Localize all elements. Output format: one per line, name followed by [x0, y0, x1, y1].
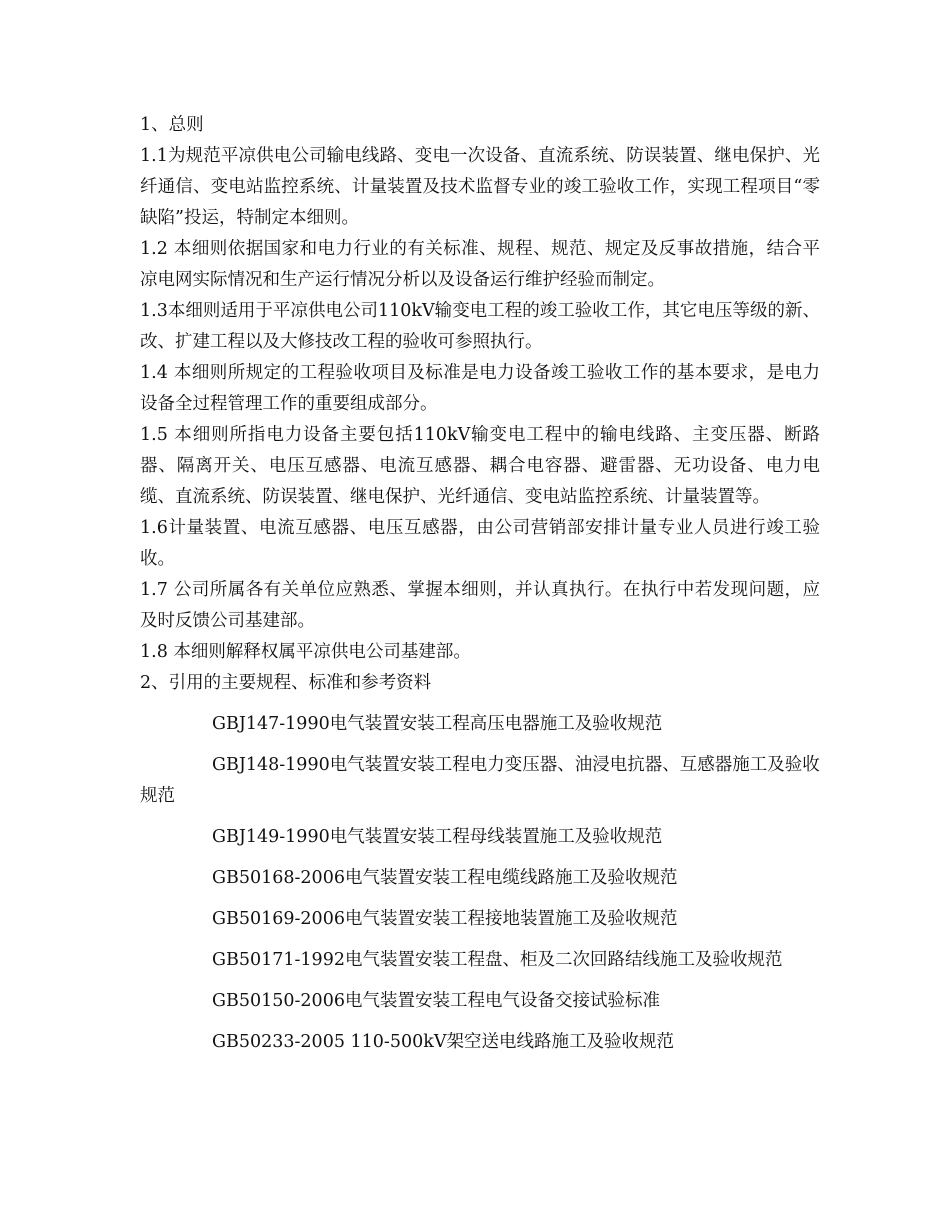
reference-title: 电气装置安装工程接地装置施工及验收规范: [344, 909, 678, 929]
reference-code: GB50171-1992: [212, 950, 345, 970]
reference-title: 电气装置安装工程高压电器施工及验收规范: [329, 714, 663, 734]
reference-title: 电气装置安装工程母线装置施工及验收规范: [329, 827, 663, 847]
paragraph-1-2: 1.2 本细则依据国家和电力行业的有关标准、规程、规范、规定及反事故措施，结合平凉电网实际情况和生产运行情况分析以及设备运行维护经验而制定。: [140, 239, 820, 290]
reference-title: 电气装置安装工程电缆线路施工及验收规范: [344, 868, 678, 888]
reference-code: GBJ149-1990: [212, 827, 330, 847]
reference-code: GBJ148-1990: [212, 755, 330, 775]
reference-code: GBJ147-1990: [212, 714, 330, 734]
paragraph-1-6: 1.6计量装置、电流互感器、电压互感器，由公司营销部安排计量专业人员进行竣工验收。: [140, 518, 820, 569]
reference-item: [140, 863, 820, 894]
paragraph-1-5: 1.5 本细则所指电力设备主要包括110kV输变电工程中的输电线路、主变压器、断路器、隔离开关、电压互感器、电流互感器、耦合电容器、避雷器、无功设备、电力电缆、直流系统、防误装置、继电保护、光纤通信、变电站监控系统、计量装置等。: [140, 425, 820, 507]
reference-item: [140, 822, 820, 853]
reference-code: GB50233-2005: [212, 1032, 345, 1052]
reference-title: 110-500kV架空送电线路施工及验收规范: [344, 1032, 674, 1052]
reference-code: GB50150-2006: [212, 991, 345, 1011]
reference-title: 电气装置安装工程电气设备交接试验标准: [344, 991, 660, 1011]
reference-item: [140, 986, 820, 1017]
reference-item: [140, 945, 820, 976]
reference-item: [140, 709, 820, 740]
reference-item: [140, 904, 820, 935]
reference-title: 电气装置安装工程盘、柜及二次回路结线施工及验收规范: [344, 950, 783, 970]
paragraph-1-3: 1.3本细则适用于平凉供电公司110kV输变电工程的竣工验收工作，其它电压等级的新、改、扩建工程以及大修技改工程的验收可参照执行。: [140, 301, 820, 352]
section-1-heading: 1、总则: [140, 115, 204, 135]
reference-code: GB50169-2006: [212, 909, 345, 929]
section-2-heading: 2、引用的主要规程、标准和参考资料: [140, 673, 432, 693]
paragraph-1-8: 1.8 本细则解释权属平凉供电公司基建部。: [140, 642, 471, 662]
reference-list: [140, 709, 820, 1058]
reference-item: [140, 1027, 820, 1058]
reference-title: 电气装置安装工程电力变压器、油浸电抗器、互感器施工及验收规范: [140, 755, 820, 806]
paragraph-1-4: 1.4 本细则所规定的工程验收项目及标准是电力设备竣工验收工作的基本要求，是电力设备全过程管理工作的重要组成部分。: [140, 363, 820, 414]
reference-code: GB50168-2006: [212, 868, 345, 888]
paragraph-1-1: 1.1为规范平凉供电公司输电线路、变电一次设备、直流系统、防误装置、继电保护、光纤通信、变电站监控系统、计量装置及技术监督专业的竣工验收工作，实现工程项目“零缺陷”投运，特制定本细则。: [140, 146, 820, 228]
reference-item: [140, 750, 820, 812]
document-page: [140, 110, 820, 1068]
paragraph-1-7: 1.7 公司所属各有关单位应熟悉、掌握本细则，并认真执行。在执行中若发现问题，应及时反馈公司基建部。: [140, 580, 820, 631]
